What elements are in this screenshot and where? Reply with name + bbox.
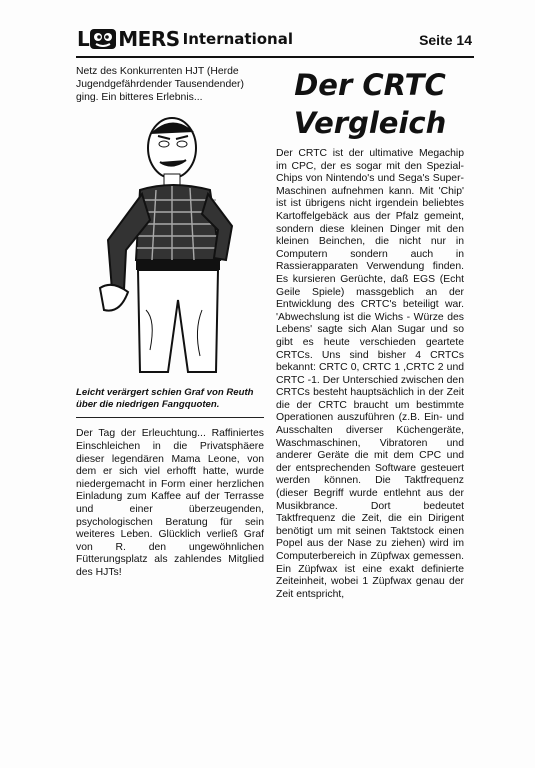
magazine-logo <box>76 26 293 52</box>
page-number: Seite 14 <box>419 32 472 48</box>
left-column <box>76 66 264 580</box>
article-title-line-1: Der CRTC <box>294 68 446 102</box>
article-title-line-2: Vergleich <box>293 106 447 140</box>
illustration-caption: Leicht verärgert schien Graf von Reuth über die niedrigen Fangquoten. <box>76 387 264 418</box>
logo-brand-text: MERS <box>118 27 180 51</box>
article-title <box>276 66 464 142</box>
logo-brand-letter: L <box>77 27 90 51</box>
article-body-text: Der CRTC ist der ultimative Megachip im CPC, der es sogar mit den Spezial-Chips von Nintendo's und Sega's Super-Maschinen aufnehmen kann. Mit 'Chip' ist ist übrigens nicht irgendein beliebtes Kartoffelgebäck aus der Pfalz gemeint, sondern diese kleinen Dinger mit den kleinen Beinchen, die nicht nur in Computern sondern auch in Rassierapparaten Verwendung finden. Es kursieren Gerüchte, daß EGS (Echt Geile Spiele) massgeblich an der Entwicklung des CRTC's beteiligt war. 'Abwechslung ist die Wichs - Würze des Lebens' sagte sich Alan Sugar und so gibt es heute verschieden geartete CRTCs. Uns sind bisher 4 CRTCs bekannt: CRTC 0, CRTC 1 ,CRTC 2 und CRTC -1. Der Unterschied zwischen den CRTCs besteht hauptsächlich in der Zeit die der CRTC braucht um bestimmte Operationen auszuführen (z.B. Ein- und Ausschalten diverser Küchengeräte, Waschmaschinen, Vibratoren und anderer Geräte die mit dem CPC und der entsprechenden Software gesteuert werden können. Die Taktfrequenz (dieser Begriff wurde entlehnt aus der Musikbrance. Dort bedeutet Taktfrequenz die Zeit, die ein Dirigent benötigt um mit seinen Taktstock einen Popel aus der Nase zu ziehen) wird im Computerbereich in Züpfwax gemessen. Ein Züpfwax ist eine exakt definierte Zeiteinheit, wobei 1 Züpfwax genau der Zeit entspricht, <box>276 148 464 600</box>
logo-subtitle: International <box>182 30 293 48</box>
cartoon-face-logo-icon <box>89 27 117 51</box>
intro-paragraph: Netz des Konkurrenten HJT (Herde Jugendgefährdender Tausendender) ging. Ein bitteres Erlebnis... <box>76 66 244 103</box>
right-column <box>276 66 464 601</box>
left-body-text: Der Tag der Erleuchtung... Raffiniertes Einschleichen in die Privatsphäere dieser legendären Mama Leone, von dem er sich viel erhofft hatte, wurde niedergemacht in Form einer herzlichen Einladung zum Kaffee auf der Terrasse und einer überzeugenden, psychologischen Beratung für sein weiteres Leben. Glücklich verließ Graf von R. den ungewöhnlichen Fütterungsplatz als zahlendes Mitglied des HJTs! <box>76 428 264 578</box>
page-header <box>76 24 474 58</box>
cartoon-man-illustration <box>76 110 264 378</box>
